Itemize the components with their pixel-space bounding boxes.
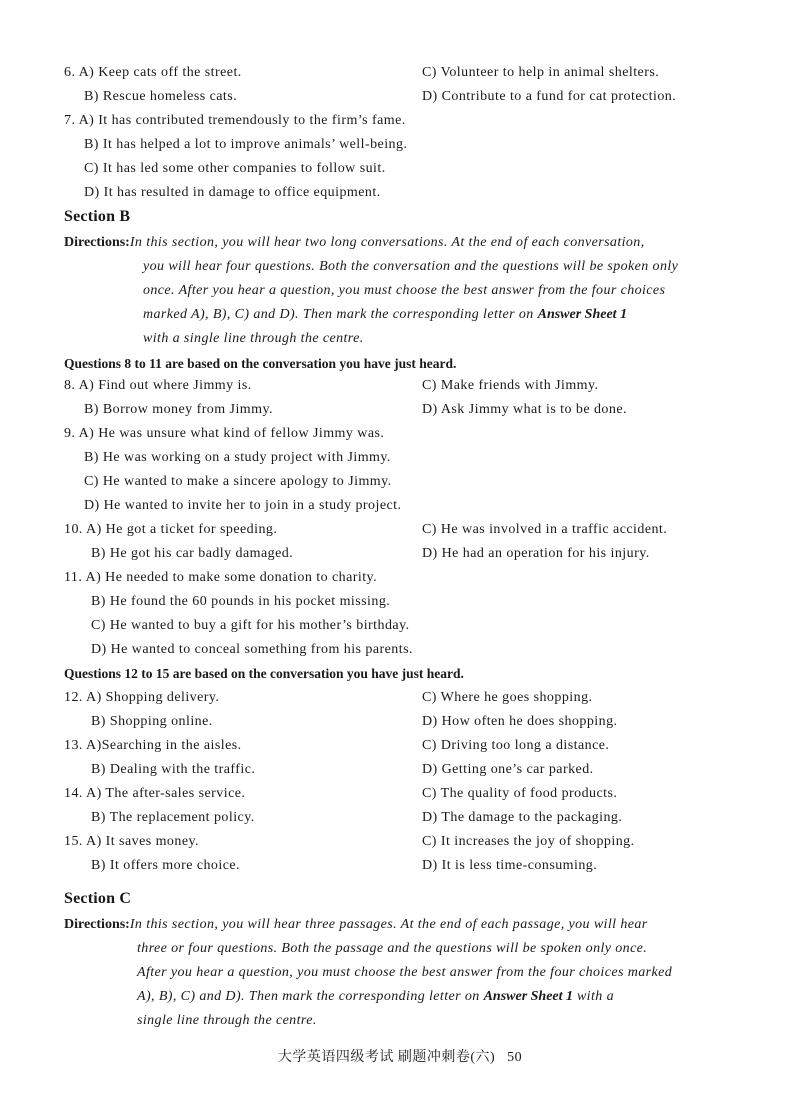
directions-line: with a	[573, 989, 614, 1004]
q8-option-b: B) Borrow money from Jimmy.	[84, 402, 273, 417]
q8-option-c: C) Make friends with Jimmy.	[422, 378, 599, 393]
q6-option-a: 6. A) Keep cats off the street.	[64, 65, 242, 80]
q15-option-c: C) It increases the joy of shopping.	[422, 834, 635, 849]
section-b-directions	[64, 231, 744, 351]
directions-line: with a single line through the centre.	[143, 331, 364, 346]
q14-option-c: C) The quality of food products.	[422, 786, 618, 801]
q6-option-d: D) Contribute to a fund for cat protection.	[422, 89, 677, 104]
q11-option-c: C) He wanted to buy a gift for his mother’s birthday.	[91, 618, 410, 633]
answer-sheet-ref: Answer Sheet 1	[483, 989, 574, 1004]
section-c-title: Section C	[64, 890, 132, 907]
q8-option-d: D) Ask Jimmy what is to be done.	[422, 402, 627, 417]
directions-line: After you hear a question, you must choose the best answer from the four choices marked	[137, 965, 673, 980]
q15-option-d: D) It is less time-consuming.	[422, 858, 598, 873]
directions-line: once. After you hear a question, you must choose the best answer from the four choices	[143, 283, 666, 298]
directions-line: In this section, you will hear two long conversations. At the end of each conversation,	[129, 235, 645, 250]
q10-option-d: D) He had an operation for his injury.	[422, 546, 650, 561]
directions-line: In this section, you will hear three passages. At the end of each passage, you will hear	[129, 917, 648, 932]
q10-option-a: 10. A) He got a ticket for speeding.	[64, 522, 278, 537]
q10-option-c: C) He was involved in a traffic accident.	[422, 522, 668, 537]
q9-option-b: B) He was working on a study project with Jimmy.	[84, 450, 391, 465]
q11-option-a: 11. A) He needed to make some donation to charity.	[64, 570, 378, 585]
directions-label: Directions:	[64, 917, 130, 932]
question-group-header: Questions 8 to 11 are based on the conversation you have just heard.	[64, 356, 457, 371]
directions-line: marked A), B), C) and D). Then mark the corresponding letter on	[143, 307, 538, 322]
q7-option-d: D) It has resulted in damage to office equipment.	[84, 185, 381, 200]
q13-option-b: B) Dealing with the traffic.	[91, 762, 256, 777]
answer-sheet-ref: Answer Sheet 1	[537, 307, 628, 322]
q6-option-b: B) Rescue homeless cats.	[84, 89, 238, 104]
q8-option-a: 8. A) Find out where Jimmy is.	[64, 378, 252, 393]
q15-option-b: B) It offers more choice.	[91, 858, 240, 873]
q13-option-c: C) Driving too long a distance.	[422, 738, 610, 753]
directions-line: single line through the centre.	[137, 1013, 317, 1028]
q11-option-b: B) He found the 60 pounds in his pocket missing.	[91, 594, 391, 609]
q12-option-c: C) Where he goes shopping.	[422, 690, 593, 705]
q14-option-a: 14. A) The after-sales service.	[64, 786, 246, 801]
section-b-title: Section B	[64, 208, 131, 225]
q9-option-a: 9. A) He was unsure what kind of fellow Jimmy was.	[64, 426, 385, 441]
directions-line: three or four questions. Both the passage and the questions will be spoken only once.	[137, 941, 648, 956]
q12-option-d: D) How often he does shopping.	[422, 714, 618, 729]
page-number: 50	[507, 1050, 523, 1065]
section-c-directions	[64, 913, 744, 1033]
q6-option-c: C) Volunteer to help in animal shelters.	[422, 65, 660, 80]
q14-option-d: D) The damage to the packaging.	[422, 810, 623, 825]
q7-option-a: 7. A) It has contributed tremendously to the firm’s fame.	[64, 113, 406, 128]
page-footer	[0, 1049, 800, 1067]
directions-line: you will hear four questions. Both the conversation and the questions will be spoken only	[143, 259, 679, 274]
q12-option-b: B) Shopping online.	[91, 714, 213, 729]
footer-title: 大学英语四级考试 刷题冲刺卷(六)	[277, 1050, 496, 1065]
question-group-header: Questions 12 to 15 are based on the conversation you have just heard.	[64, 666, 464, 681]
q11-option-d: D) He wanted to conceal something from his parents.	[91, 642, 413, 657]
q9-option-c: C) He wanted to make a sincere apology to Jimmy.	[84, 474, 392, 489]
q15-option-a: 15. A) It saves money.	[64, 834, 199, 849]
q7-option-c: C) It has led some other companies to follow suit.	[84, 161, 386, 176]
q13-option-a: 13. A)Searching in the aisles.	[64, 738, 242, 753]
directions-line: A), B), C) and D). Then mark the corresponding letter on	[137, 989, 484, 1004]
q10-option-b: B) He got his car badly damaged.	[91, 546, 294, 561]
q13-option-d: D) Getting one’s car parked.	[422, 762, 594, 777]
q7-option-b: B) It has helped a lot to improve animals’ well-being.	[84, 137, 408, 152]
directions-label: Directions:	[64, 235, 130, 250]
q12-option-a: 12. A) Shopping delivery.	[64, 690, 220, 705]
q9-option-d: D) He wanted to invite her to join in a study project.	[84, 498, 402, 513]
q14-option-b: B) The replacement policy.	[91, 810, 255, 825]
